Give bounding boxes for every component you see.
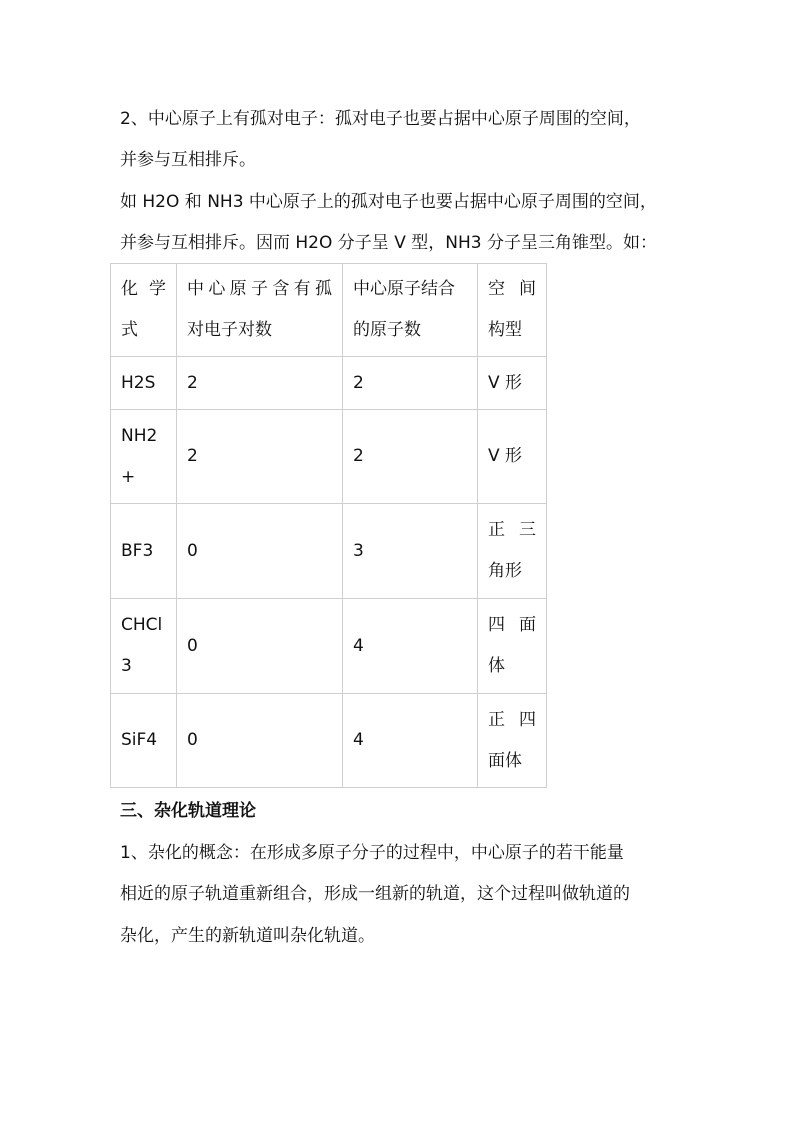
table-row (111, 504, 547, 599)
paragraph-line: 杂化，产生的新轨道叫杂化轨道。 (120, 926, 375, 946)
cell-text: 正 四 (488, 709, 536, 730)
formula-cell (111, 357, 177, 410)
header-text: 式 (121, 320, 138, 340)
cell-text: V 形 (488, 372, 523, 393)
paragraph-line: 并参与互相排斥。因而 H2O 分子呈 V 型，NH3 分子呈三角锥型。如： (120, 233, 657, 253)
header-cell-formula (111, 264, 177, 357)
table-row (111, 410, 547, 504)
formula-cell (111, 504, 177, 599)
header-text: 中心原子结合 (353, 279, 455, 299)
header-cell-lone-pairs (177, 264, 343, 357)
cell-text: BF3 (121, 540, 154, 561)
cell-text: 角形 (488, 561, 522, 581)
header-text: 空 间 (488, 279, 536, 299)
table-header-row (111, 264, 547, 357)
table-row (111, 357, 547, 410)
lone-pairs-cell: 2 (177, 357, 343, 410)
header-text: 构型 (488, 320, 522, 340)
lone-pairs-cell: 0 (177, 694, 343, 788)
cell-text: + (121, 466, 136, 487)
shape-cell (478, 410, 547, 504)
bonded-atoms-cell: 2 (343, 410, 478, 504)
cell-text: NH2 (121, 425, 158, 446)
molecule-shape-table (110, 263, 547, 788)
header-cell-shape (478, 264, 547, 357)
cell-text: 四 面 (488, 615, 536, 635)
paragraph-line: 2、中心原子上有孤对电子：孤对电子也要占据中心原子周围的空间， (120, 109, 641, 129)
cell-text: SiF4 (121, 730, 158, 750)
cell-text: 3 (121, 656, 132, 676)
header-text: 中心原子含有孤 (187, 279, 332, 299)
shape-cell (478, 599, 547, 694)
paragraph-line: 并参与互相排斥。 (120, 150, 256, 170)
shape-cell (478, 504, 547, 599)
section-heading: 三、杂化轨道理论 (120, 801, 256, 821)
cell-text: CHCl (121, 615, 163, 635)
header-text: 化 学 (121, 279, 166, 299)
header-text: 对电子对数 (187, 320, 272, 340)
shape-cell (478, 694, 547, 788)
formula-cell (111, 599, 177, 694)
lone-pairs-cell: 0 (177, 504, 343, 599)
cell-text: V 形 (488, 446, 523, 466)
paragraph-line: 相近的原子轨道重新组合，形成一组新的轨道，这个过程叫做轨道的 (120, 884, 630, 904)
paragraph-line: 1、杂化的概念：在形成多原子分子的过程中，中心原子的若干能量 (120, 843, 624, 863)
header-cell-bonded-atoms (343, 264, 478, 357)
cell-text: 体 (488, 656, 505, 676)
shape-cell (478, 357, 547, 410)
cell-text: H2S (121, 372, 156, 393)
lone-pairs-cell: 0 (177, 599, 343, 694)
bonded-atoms-cell: 4 (343, 599, 478, 694)
formula-cell (111, 410, 177, 504)
table-row (111, 599, 547, 694)
formula-cell (111, 694, 177, 788)
paragraph-line: 如 H2O 和 NH3 中心原子上的孤对电子也要占据中心原子周围的空间， (120, 192, 657, 212)
table-row (111, 694, 547, 788)
bonded-atoms-cell: 2 (343, 357, 478, 410)
cell-text: 面体 (488, 750, 522, 771)
bonded-atoms-cell: 3 (343, 504, 478, 599)
bonded-atoms-cell: 4 (343, 694, 478, 788)
cell-text: 正 三 (488, 520, 536, 540)
header-text: 的原子数 (353, 320, 421, 340)
lone-pairs-cell: 2 (177, 410, 343, 504)
